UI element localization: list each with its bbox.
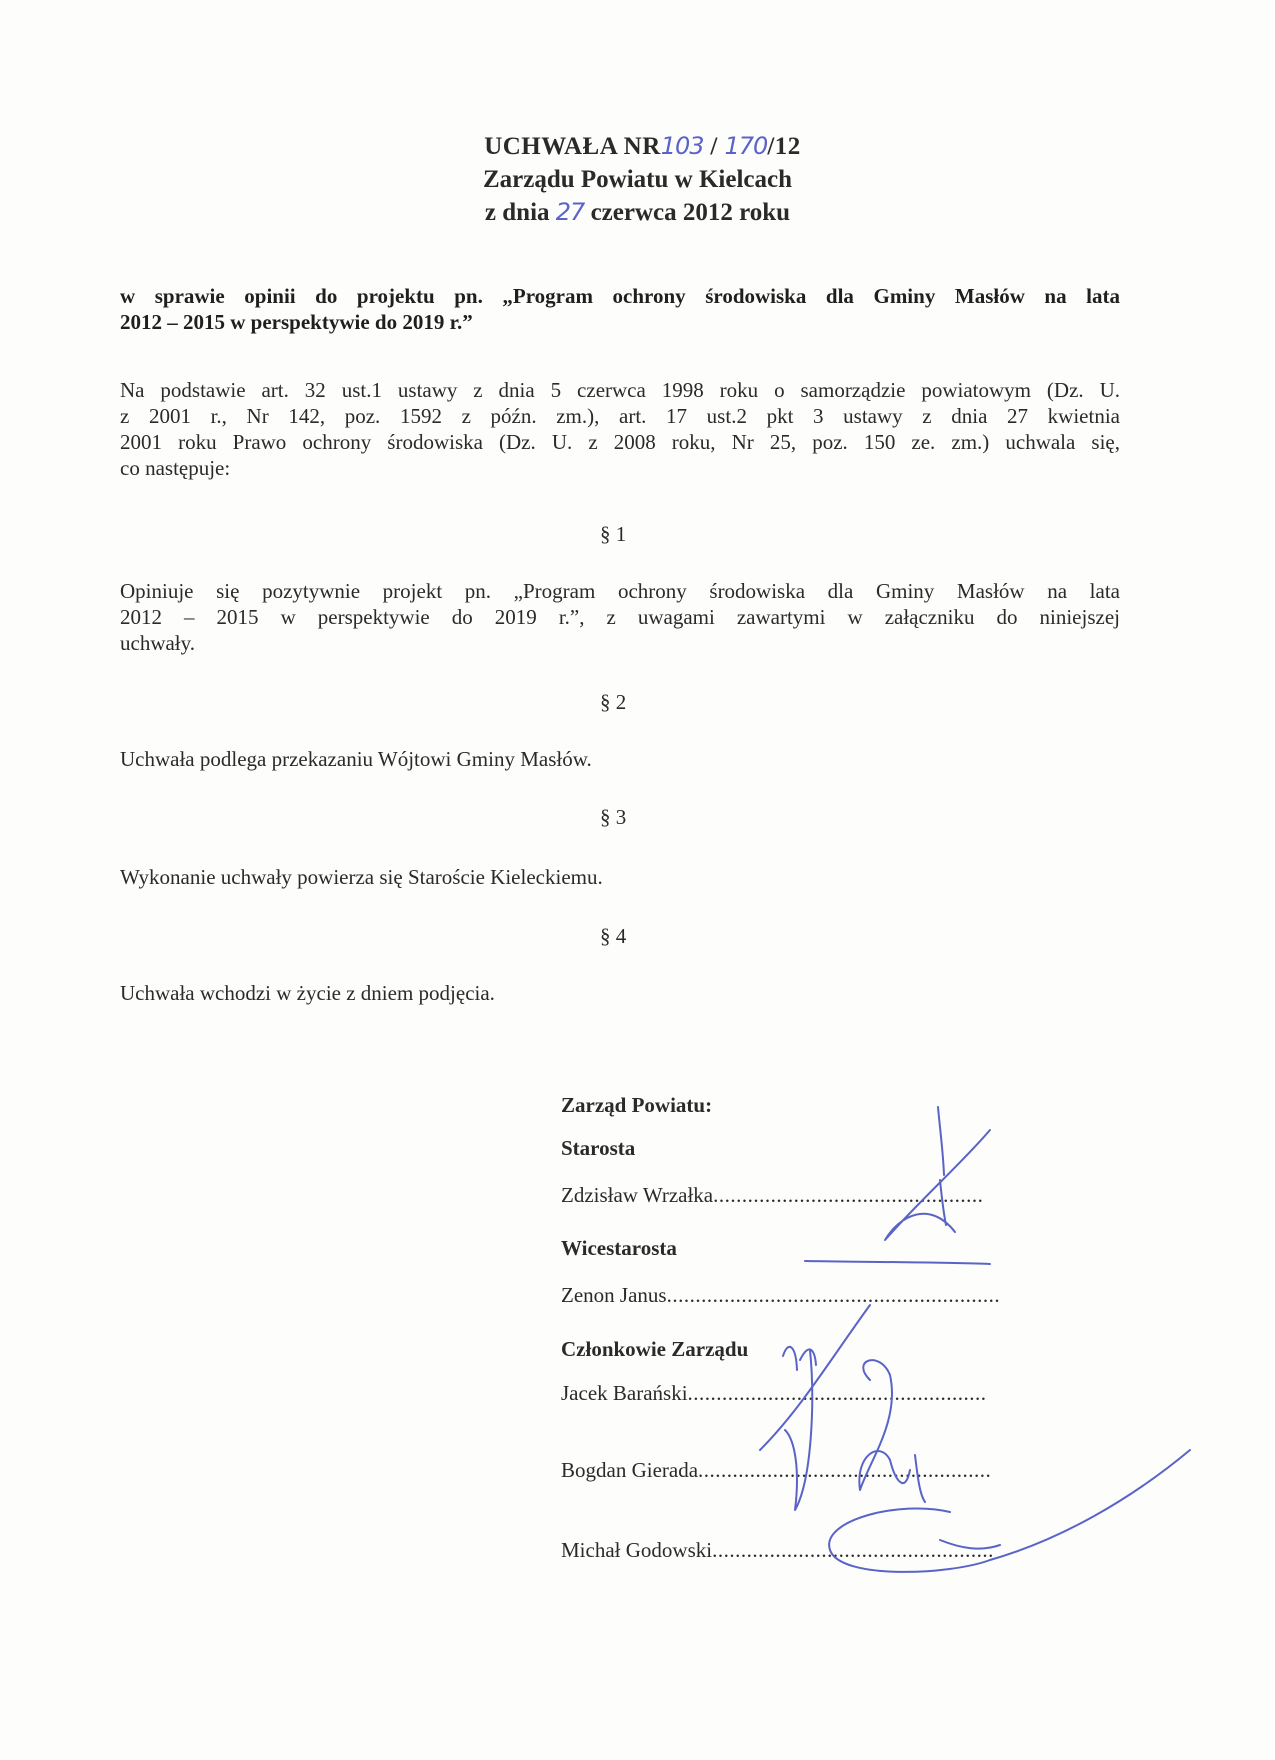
section-3-mark: § 3 <box>600 805 627 829</box>
section-1-line-3: uchwały. <box>120 631 196 655</box>
legal-basis-line-2: z 2001 r., Nr 142, poz. 1592 z późn. zm.), art. 17 ust.2 pkt 3 ustawy z dnia 27 kwietnia <box>120 404 1120 428</box>
date-suffix: czerwca 2012 roku <box>590 199 791 226</box>
section-1-line-1: Opiniuje się pozytywnie projekt pn. „Program ochrony środowiska dla Gminy Masłów na lata <box>120 579 1120 603</box>
starosta-signature-line <box>561 1183 1061 1208</box>
member-2-name: Bogdan Gierada <box>561 1458 699 1482</box>
issuing-body: Zarządu Powiatu w Kielcach <box>482 166 792 193</box>
subject-line-2: 2012 – 2015 w perspektywie do 2019 r.” <box>120 310 473 334</box>
member-2-signature-line <box>561 1458 1061 1483</box>
section-3-text <box>120 864 1120 890</box>
section-1-mark: § 1 <box>600 522 627 546</box>
vice-heading: Wicestarosta <box>561 1236 677 1260</box>
starosta-heading: Starosta <box>561 1136 636 1160</box>
section-2-mark: § 2 <box>600 690 627 714</box>
member-1-signature-line <box>561 1381 1061 1406</box>
member-3-signature-line <box>561 1538 1061 1563</box>
members-heading: Członkowie Zarządu <box>561 1337 749 1361</box>
signature-dots: ............................................... <box>713 1183 984 1207</box>
section-2-text <box>120 746 1120 772</box>
section-1-text <box>120 578 1120 656</box>
board-heading: Zarząd Powiatu: <box>561 1093 713 1117</box>
resolution-header <box>0 130 1275 229</box>
resolution-date-line <box>0 196 1275 229</box>
legal-basis-line-4: co następuje: <box>120 456 231 480</box>
resolution-number-suffix: /12 <box>767 133 801 160</box>
resolution-number-prefix: UCHWAŁA NR <box>484 133 661 160</box>
legal-basis-paragraph <box>120 377 1120 481</box>
resolution-number-line <box>10 130 1275 163</box>
section-4-mark: § 4 <box>600 924 627 948</box>
section-1-line-2: 2012 – 2015 w perspektywie do 2019 r.”, z uwagami zawartymi w załączniku do niniejszej <box>120 605 1120 629</box>
resolution-subject <box>120 283 1120 335</box>
signature-dots: .......................................................... <box>666 1283 1001 1307</box>
handwritten-day: 27 <box>555 198 585 226</box>
vice-signature-line <box>561 1283 1061 1308</box>
member-3-name: Michał Godowski <box>561 1538 713 1562</box>
handwritten-number-1: 103 <box>660 132 704 160</box>
legal-basis-line-1: Na podstawie art. 32 ust.1 ustawy z dnia 5 czerwca 1998 roku o samorządzie powiatowym (Dz. U. <box>120 378 1120 402</box>
handwritten-number-2: 170 <box>724 132 768 160</box>
starosta-name: Zdzisław Wrzałka <box>561 1183 714 1207</box>
member-1-name: Jacek Barański <box>561 1381 688 1405</box>
section-4-line-1: Uchwała wchodzi w życie z dniem podjęcia. <box>120 981 495 1005</box>
vice-signature <box>805 1261 990 1264</box>
vice-name: Zenon Janus <box>561 1283 667 1307</box>
resolution-number-separator: / <box>703 133 725 160</box>
signature-dots: ................................................... <box>698 1458 992 1482</box>
signature-dots: ................................................. <box>712 1538 994 1562</box>
date-prefix: z dnia <box>484 199 550 226</box>
subject-line-1: w sprawie opinii do projektu pn. „Program ochrony środowiska dla Gminy Masłów na lata <box>120 284 1120 308</box>
starosta-signature <box>885 1107 990 1240</box>
section-4-text <box>120 980 1120 1006</box>
section-3-line-1: Wykonanie uchwały powierza się Staroście Kieleckiemu. <box>120 865 603 889</box>
section-2-line-1: Uchwała podlega przekazaniu Wójtowi Gminy Masłów. <box>120 747 592 771</box>
signature-dots: .................................................... <box>687 1381 987 1405</box>
legal-basis-line-3: 2001 roku Prawo ochrony środowiska (Dz. U. z 2008 roku, Nr 25, poz. 150 ze. zm.) uchwala się, <box>120 430 1120 454</box>
